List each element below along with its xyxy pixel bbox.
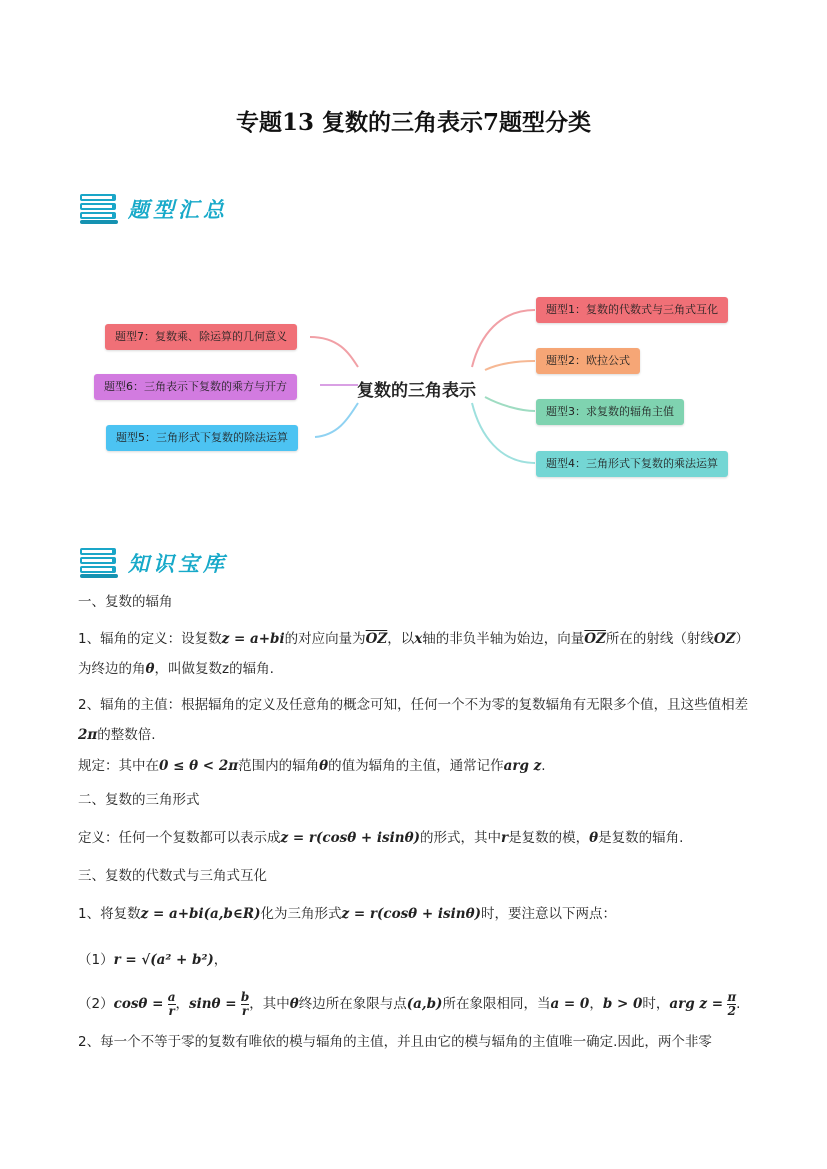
mindmap-node-type2: 题型2：欧拉公式 (536, 348, 640, 374)
section-header-summary (78, 192, 228, 226)
mindmap-node-type7: 题型7：复数乘、除运算的几何意义 (105, 324, 297, 350)
paragraph-rule: 规定：其中在0 ≤ θ < 2π范围内的辐角θ的值为辐角的主值，通常记作arg z. (78, 758, 546, 774)
mindmap-node-type3: 题型3：求复数的辐角主值 (536, 399, 684, 425)
fraction-pi-over-2: $\frac{\pi}{2}$ (727, 989, 737, 1018)
fraction-b-over-r: $\frac{b}{r}$ (240, 989, 250, 1018)
mindmap-node-type4: 题型4：三角形式下复数的乘法运算 (536, 451, 728, 477)
paragraph-conversion: 1、将复数z = a+bi(a,b∈R)化为三角形式z = r(cosθ + isinθ)时，要注意以下两点： (78, 906, 616, 922)
mindmap-node-type5: 题型5：三角形式下复数的除法运算 (106, 425, 298, 451)
paragraph-point-1: （1）r = √(a² + b²)， (78, 952, 228, 968)
heading-trig-form: 二、复数的三角形式 (78, 792, 200, 808)
section-title: 题型汇总 (128, 197, 228, 222)
page-title: 专题13 复数的三角表示7题型分类 (235, 109, 592, 136)
books-icon (78, 192, 120, 226)
mindmap-node-type6: 题型6：三角表示下复数的乘方与开方 (94, 374, 297, 400)
mindmap-center: 复数的三角表示 (357, 381, 476, 401)
books-icon (78, 546, 120, 580)
paragraph-uniqueness: 2、每一个不等于零的复数有唯依的模与辐角的主值，并且由它的模与辐角的主值唯一确定.因此，两个非零 (78, 1034, 712, 1050)
section-title: 知识宝库 (128, 551, 228, 576)
heading-conversion: 三、复数的代数式与三角式互化 (78, 868, 267, 884)
section-header-knowledge (78, 546, 228, 580)
paragraph-argument-definition: 1、辐角的定义：设复数z = a+bi的对应向量为$\overline{OZ}$，以x轴的非负半轴为始边，向量$\overline{OZ}$所在的射线（射线OZ）为终边的角θ，叫做复数z的辐角. (78, 631, 750, 677)
paragraph-trig-definition: 定义：任何一个复数都可以表示成z = r(cosθ + isinθ)的形式，其中r是复数的模，θ是复数的辐角. (78, 830, 684, 846)
heading-argument: 一、复数的辐角 (78, 594, 173, 610)
mindmap-node-type1: 题型1：复数的代数式与三角式互化 (536, 297, 728, 323)
mindmap (80, 285, 760, 495)
fraction-a-over-r: $\frac{a}{r}$ (167, 989, 176, 1018)
paragraph-point-2: （2）cosθ = $\frac{a}{r}$ ，sinθ = $\frac{b}{r}$ ，其中θ终边所在象限与点(a,b)所在象限相同，当a = 0，b > 0时，arg z = $\frac{\pi}{2}$ . (78, 989, 741, 1018)
paragraph-principal-value: 2、辐角的主值：根据辐角的定义及任意角的概念可知，任何一个不为零的复数辐角有无限多个值，且这些值相差2π的整数倍. (78, 697, 749, 743)
